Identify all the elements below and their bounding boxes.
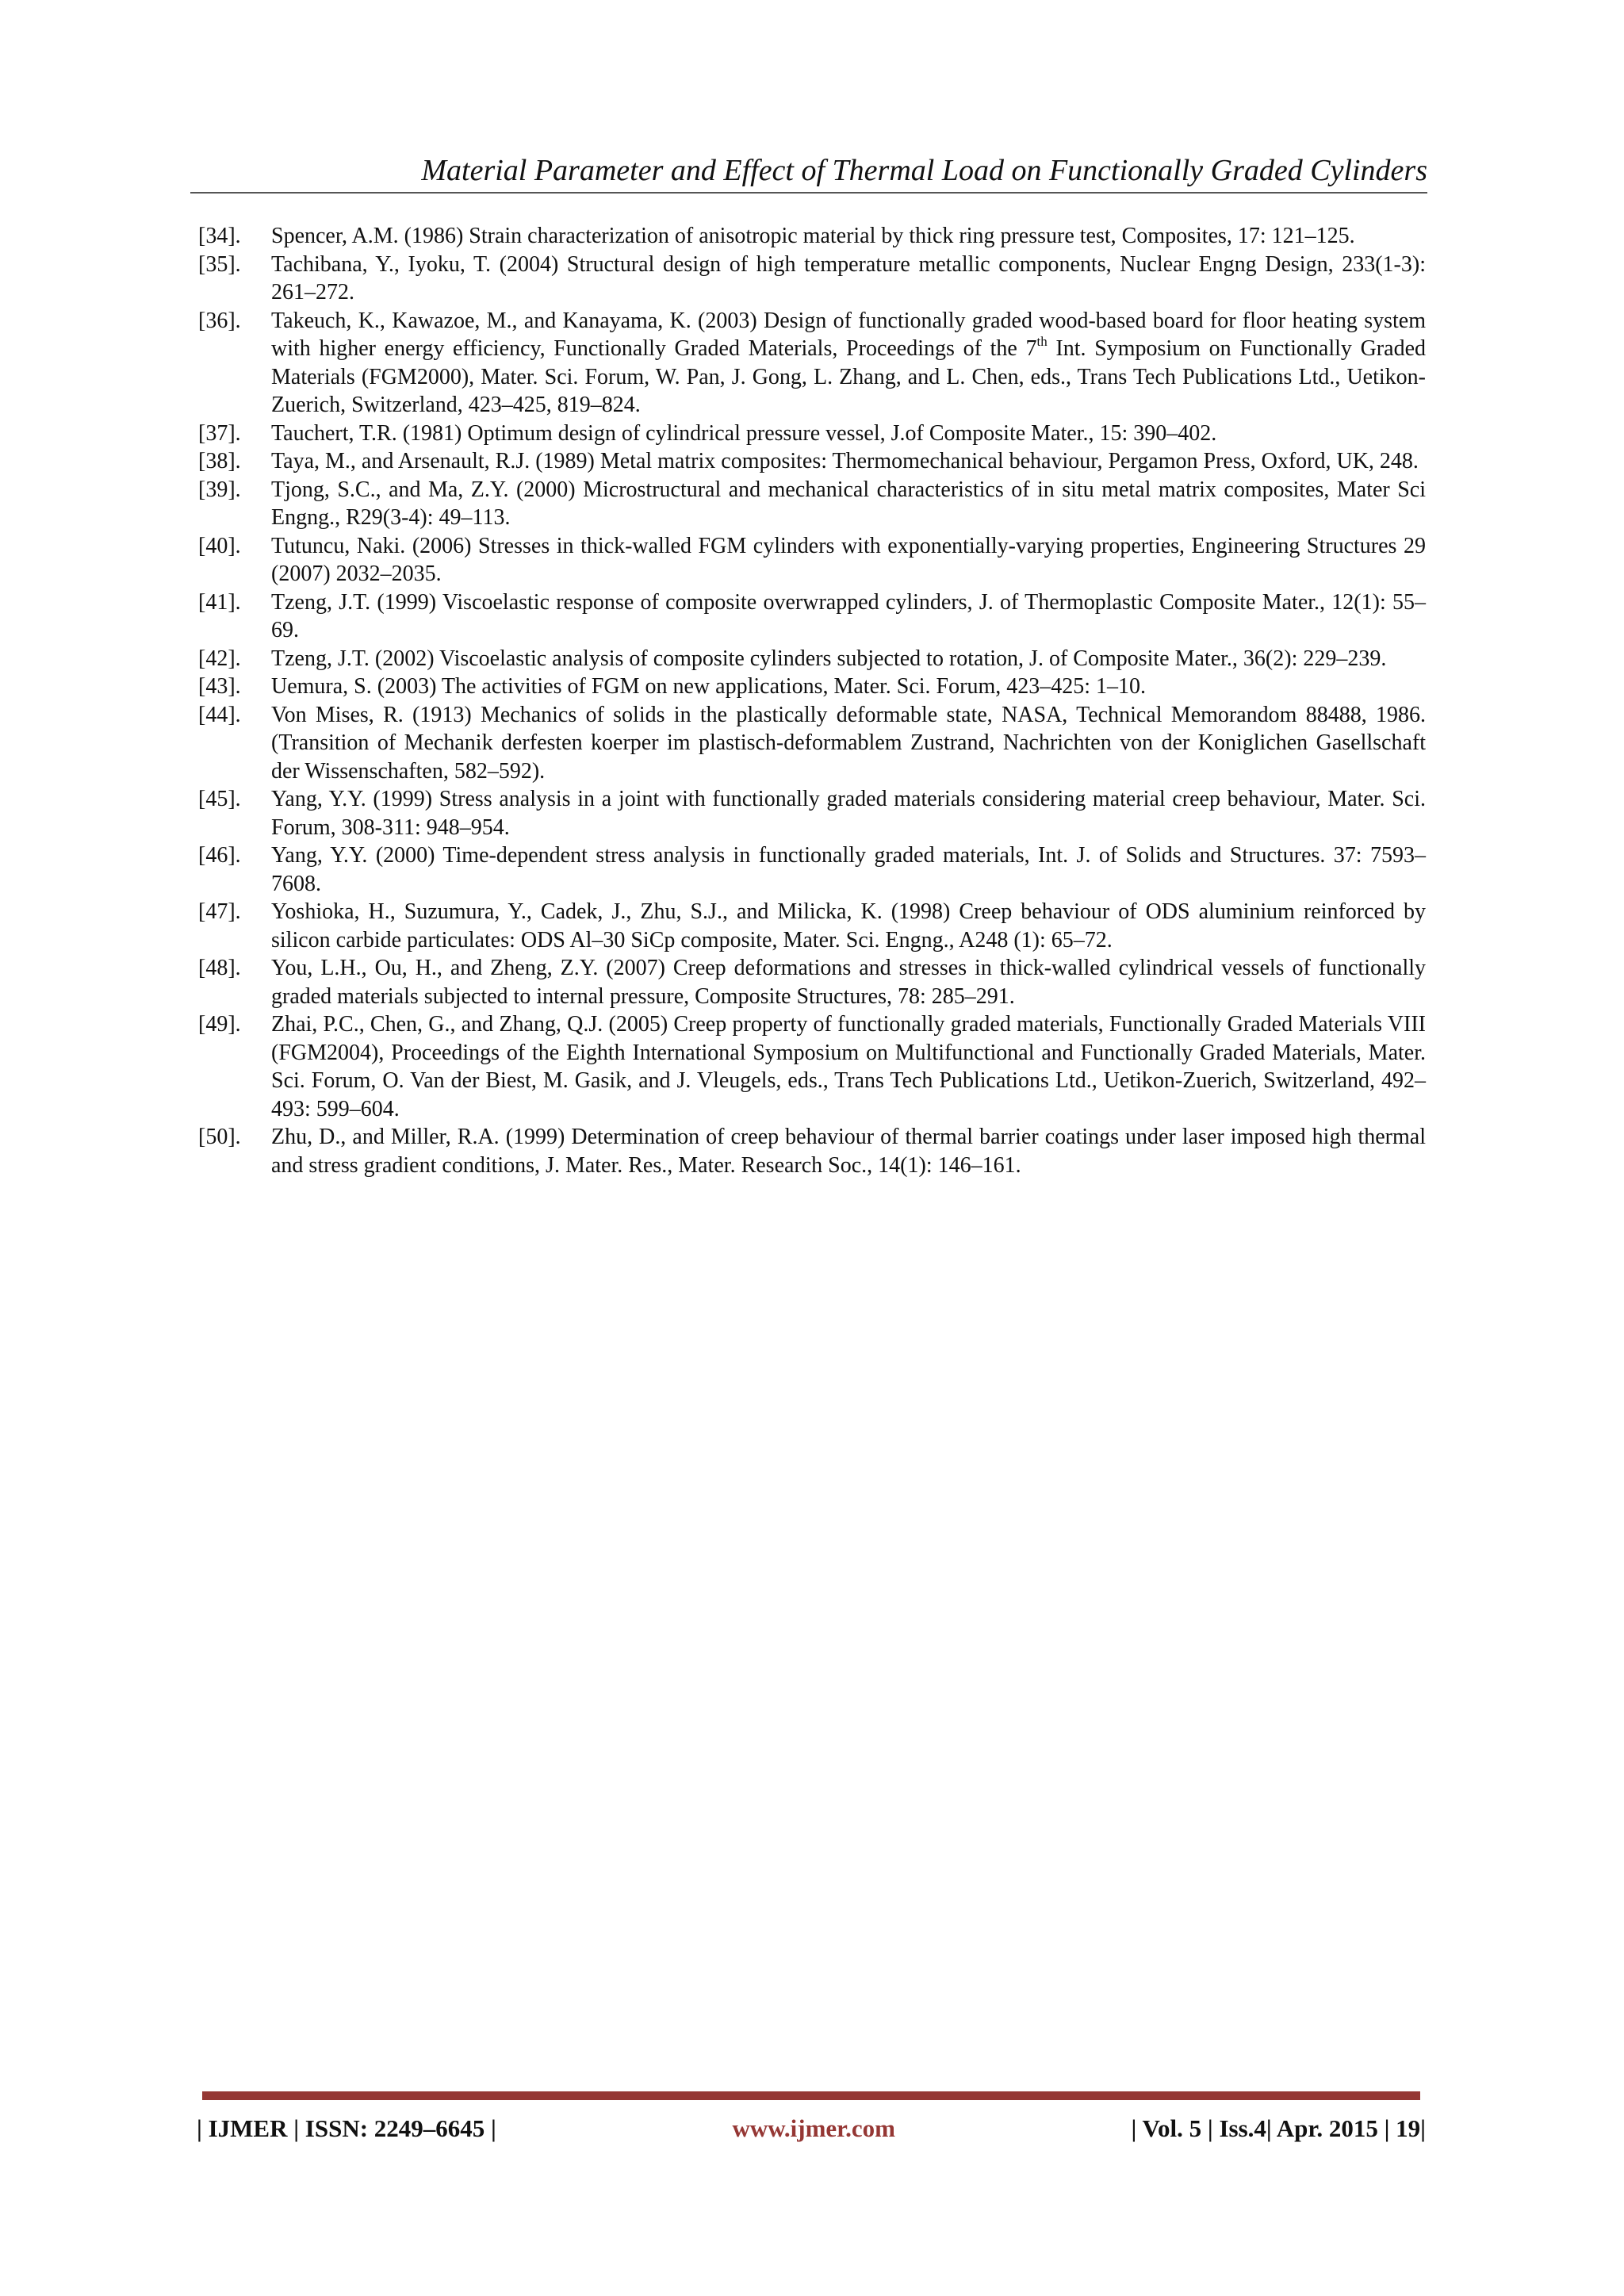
footer-volume-page: | Vol. 5 | Iss.4| Apr. 2015 | 19| xyxy=(1131,2114,1426,2142)
reference-text: Tauchert, T.R. (1981) Optimum design of cylindrical pressure vessel, J.of Composite Mater., 15: 390–402. xyxy=(271,420,1217,446)
reference-number: [44]. xyxy=(198,702,241,727)
reference-item xyxy=(198,532,1426,588)
reference-text: Zhai, P.C., Chen, G., and Zhang, Q.J. (2005) Creep property of functionally graded materials, Functionally Graded Materials VIII (FGM2004), Proceedings of the Eighth International Symposium on Multifunctional and Functionally Graded Materials, Mater. Sci. Forum, O. Van der Biest, M. Gasik, and J. Vleugels, eds., Trans Tech Publications Ltd., Uetikon-Zuerich, Switzerland, 492–493: 599–604. xyxy=(271,1012,1426,1121)
reference-text: Tjong, S.C., and Ma, Z.Y. (2000) Microstructural and mechanical characteristics of in situ metal matrix composites, Mater Sci Engng., R29(3-4): 49–113. xyxy=(271,477,1426,530)
reference-number: [41]. xyxy=(198,589,241,615)
reference-text: Zhu, D., and Miller, R.A. (1999) Determination of creep behaviour of thermal barrier coatings under laser imposed high thermal and stress gradient conditions, J. Mater. Res., Mater. Research Soc., 14(1): 146–161. xyxy=(271,1125,1426,1178)
reference-list xyxy=(198,222,1426,1179)
footer-website-link[interactable]: www.ijmer.com xyxy=(732,2114,895,2142)
reference-text: Yoshioka, H., Suzumura, Y., Cadek, J., Zhu, S.J., and Milicka, K. (1998) Creep behaviour of ODS aluminium reinforced by silicon carbide particulates: ODS Al–30 SiCp composite, Mater. Sci. Engng., A248 (1): 65–72. xyxy=(271,899,1426,953)
reference-text: You, L.H., Ou, H., and Zheng, Z.Y. (2007) Creep deformations and stresses in thick-walled cylindrical vessels of functionally graded materials subjected to internal pressure, Composite Structures, 78: 285–291. xyxy=(271,956,1426,1009)
reference-number: [34]. xyxy=(198,224,241,248)
reference-item xyxy=(198,420,1426,448)
reference-item xyxy=(198,841,1426,898)
reference-item xyxy=(198,1123,1426,1179)
reference-text: Tachibana, Y., Iyoku, T. (2004) Structural design of high temperature metallic components, Nuclear Engng Design, 233(1-3): 261–272. xyxy=(271,251,1426,305)
ordinal-superscript: th xyxy=(1036,333,1048,349)
reference-item xyxy=(198,954,1426,1010)
reference-number: [39]. xyxy=(198,477,241,502)
reference-text xyxy=(271,307,1426,420)
reference-item xyxy=(198,222,1426,251)
reference-number: [40]. xyxy=(198,533,241,558)
reference-number: [48]. xyxy=(198,956,241,980)
reference-item xyxy=(198,588,1426,645)
reference-number: [50]. xyxy=(198,1125,241,1149)
reference-text: Uemura, S. (2003) The activities of FGM on new applications, Mater. Sci. Forum, 423–425: 1–10. xyxy=(271,674,1147,699)
reference-item xyxy=(198,447,1426,476)
reference-text: Tzeng, J.T. (1999) Viscoelastic response of composite overwrapped cylinders, J. of Thermoplastic Composite Mater., 12(1): 55–69. xyxy=(271,589,1426,642)
reference-number: [38]. xyxy=(198,449,241,473)
reference-item xyxy=(198,251,1426,307)
reference-text: Tutuncu, Naki. (2006) Stresses in thick-walled FGM cylinders with exponentially-varying properties, Engineering Structures 29 (2007) 2032–2035. xyxy=(271,533,1426,586)
reference-item xyxy=(198,785,1426,841)
reference-number: [37]. xyxy=(198,420,241,446)
reference-number: [47]. xyxy=(198,899,241,924)
reference-number: [36]. xyxy=(198,308,241,333)
reference-number: [35]. xyxy=(198,251,241,277)
reference-number: [43]. xyxy=(198,674,241,699)
reference-item xyxy=(198,476,1426,532)
reference-item xyxy=(198,701,1426,786)
reference-number: [42]. xyxy=(198,646,241,671)
reference-item xyxy=(198,645,1426,673)
reference-item xyxy=(198,1010,1426,1123)
reference-number: [45]. xyxy=(198,787,241,811)
reference-text: Tzeng, J.T. (2002) Viscoelastic analysis of composite cylinders subjected to rotation, J. of Composite Mater., 36(2): 229–239. xyxy=(271,646,1387,671)
reference-number: [46]. xyxy=(198,843,241,868)
reference-text: Yang, Y.Y. (1999) Stress analysis in a joint with functionally graded materials considering material creep behaviour, Mater. Sci. Forum, 308-311: 948–954. xyxy=(271,787,1426,840)
reference-item xyxy=(198,898,1426,954)
header-divider xyxy=(190,192,1427,194)
reference-text-part: Int. Symposium on Functionally Graded Materials (FGM2000), Mater. Sci. Forum, W. Pan, J. Gong, L. Zhang, and L. Chen, eds., Trans Tech Publications Ltd., Uetikon-Zuerich, Switzerland, 423–425, 819–824. xyxy=(271,336,1426,417)
reference-item xyxy=(198,673,1426,701)
footer-journal-issn: | IJMER | ISSN: 2249–6645 | xyxy=(197,2114,496,2142)
footer-accent-bar xyxy=(202,2091,1420,2100)
page-footer xyxy=(197,2113,1426,2145)
running-header-title: Material Parameter and Effect of Thermal Load on Functionally Graded Cylinders xyxy=(421,154,1427,187)
reference-text: Von Mises, R. (1913) Mechanics of solids in the plastically deformable state, NASA, Technical Memorandom 88488, 1986. (Transition of Mechanik derfesten koerper im plastisch-deformablem Zustrand, Nachrichten von der Koniglichen Gasellschaft der Wissenschaften, 582–592). xyxy=(271,702,1426,784)
reference-text: Yang, Y.Y. (2000) Time-dependent stress analysis in functionally graded materials, Int. J. of Solids and Structures. 37: 7593–7608. xyxy=(271,843,1426,896)
reference-text: Taya, M., and Arsenault, R.J. (1989) Metal matrix composites: Thermomechanical behaviour, Pergamon Press, Oxford, UK, 248. xyxy=(271,449,1419,473)
reference-text: Spencer, A.M. (1986) Strain characterization of anisotropic material by thick ring pressure test, Composites, 17: 121–125. xyxy=(271,224,1355,248)
reference-item xyxy=(198,307,1426,420)
reference-text-part: Takeuch, K., Kawazoe, M., and Kanayama, K. (2003) Design of functionally graded wood-based board for floor heating system with higher energy efficiency, Functionally Graded Materials, Proceedings of the 7 xyxy=(271,308,1426,361)
reference-number: [49]. xyxy=(198,1012,241,1037)
